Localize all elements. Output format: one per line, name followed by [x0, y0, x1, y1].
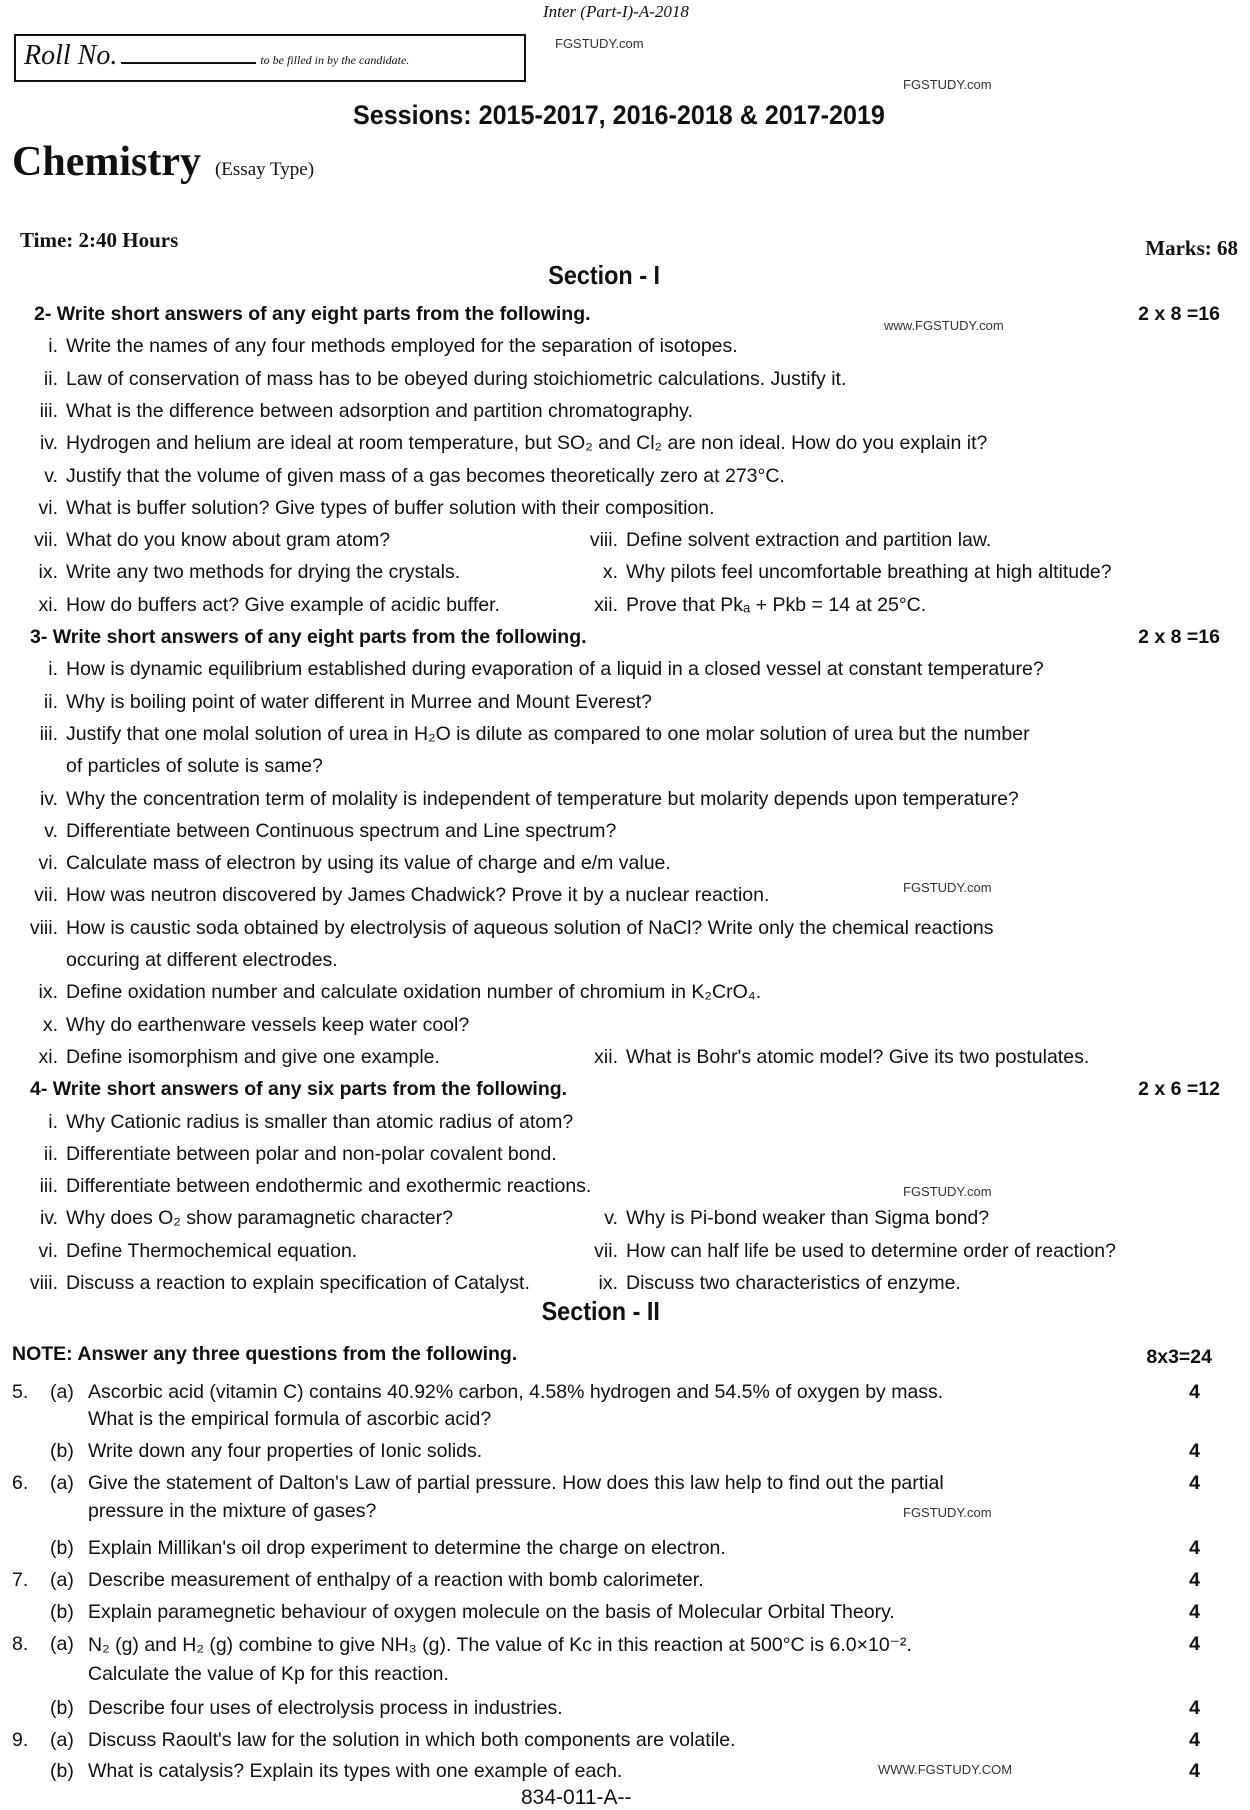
part-text: Discuss two characteristics of enzyme.	[626, 1272, 961, 1294]
question-marks: 2 x 8 =16	[1138, 303, 1220, 325]
part-text: Calculate mass of electron by using its value of charge and e/m value.	[66, 852, 671, 875]
subject-name: Chemistry	[12, 139, 201, 185]
long-question-row	[0, 1697, 1250, 1723]
part-number: v.	[44, 464, 58, 487]
part-number: v.	[604, 1207, 618, 1230]
part-number: ii.	[43, 690, 58, 713]
question-row	[0, 1207, 1250, 1237]
part-text: What is buffer solution? Give types of buffer solution with their composition.	[66, 496, 715, 519]
question-row	[0, 335, 1250, 365]
part-text: Define oxidation number and calculate oxidation number of chromium in K₂CrO₄.	[66, 981, 762, 1004]
part-number: i.	[48, 658, 58, 681]
part-number: iii.	[39, 1175, 58, 1198]
long-question-row	[0, 1500, 1250, 1526]
question-row	[0, 691, 1250, 721]
question-marks: 4	[1189, 1729, 1200, 1751]
question-text: What is the empirical formula of ascorbic acid?	[88, 1408, 492, 1430]
part-number: v.	[44, 819, 58, 842]
watermark: FGSTUDY.com	[903, 77, 992, 92]
question-row	[0, 884, 1250, 914]
long-question-row	[0, 1381, 1250, 1407]
sessions-title: Sessions: 2015-2017, 2016-2018 & 2017-2019	[353, 100, 885, 130]
question-text: Describe four uses of electrolysis process in industries.	[88, 1697, 563, 1719]
question-row	[0, 1143, 1250, 1173]
question-text: Explain Millikan's oil drop experiment to determine the charge on electron.	[88, 1537, 726, 1559]
question-part	[18, 465, 785, 488]
question-part	[578, 1240, 1116, 1263]
question-row	[0, 497, 1250, 527]
question-row	[0, 949, 1250, 979]
question-part	[18, 432, 987, 455]
question-part	[18, 1272, 530, 1295]
part-number: viii.	[29, 1272, 58, 1294]
part-text: Discuss a reaction to explain specification of Catalyst.	[66, 1272, 530, 1294]
subject-type: (Essay Type)	[214, 159, 315, 180]
part-text: Define isomorphism and give one example.	[66, 1045, 440, 1068]
part-number: xi.	[38, 593, 58, 616]
question-row	[0, 368, 1250, 398]
question-part	[18, 497, 715, 520]
part-number: xi.	[38, 1045, 58, 1068]
part-text: Hydrogen and helium are ideal at room temperature, but SO₂ and Cl₂ are non ideal. How do you explain it?	[66, 432, 988, 455]
part-text: Why pilots feel uncomfortable breathing at high altitude?	[626, 561, 1112, 584]
question-part	[578, 1046, 1089, 1069]
question-part	[578, 561, 1112, 584]
question-part	[18, 561, 460, 584]
question-heading-text: 2- Write short answers of any eight parts from the following.	[34, 303, 591, 325]
question-heading-text: 3- Write short answers of any eight parts from the following.	[30, 626, 587, 648]
question-row	[0, 1014, 1250, 1044]
long-question-row	[0, 1569, 1250, 1595]
part-text: How can half life be used to determine order of reaction?	[626, 1239, 1116, 1262]
question-part	[18, 755, 323, 778]
question-marks: 4	[1189, 1472, 1200, 1494]
total-marks: Marks: 68	[1145, 236, 1238, 260]
question-part	[578, 529, 991, 552]
question-text: Write down any four properties of Ionic solids.	[88, 1440, 483, 1462]
question-number: 5.	[12, 1381, 29, 1403]
question-part	[18, 949, 338, 972]
question-part	[18, 884, 769, 907]
part-number: i.	[48, 1110, 58, 1133]
roll-number-box	[14, 34, 526, 82]
part-number: vi.	[38, 1239, 58, 1262]
part-text: What is the difference between adsorption and partition chromatography.	[66, 399, 693, 422]
question-text: Ascorbic acid (vitamin C) contains 40.92% carbon, 4.58% hydrogen and 54.5% of oxygen by mass.	[88, 1381, 944, 1403]
part-text: Why do earthenware vessels keep water cool?	[66, 1013, 470, 1036]
part-number: xii.	[594, 593, 618, 616]
question-row	[0, 917, 1250, 947]
question-marks: 4	[1189, 1440, 1200, 1462]
section-2-note: NOTE: Answer any three questions from the following.	[12, 1343, 518, 1365]
question-row	[0, 465, 1250, 495]
question-part-label: (b)	[50, 1760, 74, 1782]
part-number: xii.	[594, 1045, 618, 1068]
question-text: Describe measurement of enthalpy of a reaction with bomb calorimeter.	[88, 1569, 704, 1591]
long-question-row	[0, 1729, 1250, 1755]
question-part	[18, 691, 652, 714]
question-part-label: (a)	[50, 1569, 74, 1591]
long-question-row	[0, 1760, 1250, 1786]
roll-number-blank	[121, 62, 256, 64]
question-text: Calculate the value of Kp for this reaction.	[88, 1663, 449, 1685]
part-number: viii.	[589, 529, 618, 552]
part-text: Write any two methods for drying the crystals.	[66, 561, 461, 584]
part-text: Differentiate between Continuous spectrum and Line spectrum?	[66, 819, 617, 842]
section-2-heading: Section - II	[541, 1296, 660, 1326]
part-number: x.	[42, 1013, 58, 1036]
paper-code: 834-011-A--	[521, 1786, 632, 1809]
long-question-row	[0, 1663, 1250, 1689]
part-text: Why is boiling point of water different in Murree and Mount Everest?	[66, 690, 653, 713]
part-number: iii.	[39, 399, 58, 422]
part-number: i.	[48, 335, 58, 358]
question-part-label: (a)	[50, 1472, 74, 1494]
question-text: Explain paramegnetic behaviour of oxygen molecule on the basis of Molecular Orbital Theory.	[88, 1601, 895, 1623]
question-text: N₂ (g) and H₂ (g) combine to give NH₃ (g). The value of Kc in this reaction at 500°C is 6.0×10⁻².	[88, 1634, 912, 1656]
subject-title	[12, 138, 314, 186]
long-question-row	[0, 1537, 1250, 1563]
question-marks: 4	[1189, 1601, 1200, 1623]
question-text: What is catalysis? Explain its types with one example of each.	[88, 1760, 623, 1782]
part-number: ii.	[43, 367, 58, 390]
part-number: ii.	[43, 1142, 58, 1165]
question-part	[578, 594, 926, 617]
question-row	[0, 1111, 1250, 1141]
part-text: Justify that the volume of given mass of a gas becomes theoretically zero at 273°C.	[66, 464, 785, 487]
section-2-marks: 8x3=24	[1146, 1346, 1212, 1368]
part-text: How was neutron discovered by James Chadwick? Prove it by a nuclear reaction.	[66, 884, 770, 907]
question-part	[18, 1143, 557, 1166]
question-part	[578, 1272, 961, 1295]
question-marks: 2 x 6 =12	[1138, 1078, 1220, 1101]
question-part	[18, 981, 761, 1004]
question-part-label: (b)	[50, 1697, 74, 1719]
part-text: Justify that one molal solution of urea in H₂O is dilute as compared to one molar solution of urea but the number	[66, 722, 1030, 745]
question-text: Give the statement of Dalton's Law of partial pressure. How does this law help to find out the partial	[88, 1472, 944, 1494]
part-number: x.	[602, 561, 618, 584]
question-marks: 4	[1189, 1537, 1200, 1559]
part-text: occuring at different electrodes.	[66, 949, 338, 971]
question-marks: 4	[1189, 1381, 1200, 1403]
part-text: How do buffers act? Give example of acidic buffer.	[66, 593, 500, 616]
question-row	[0, 723, 1250, 753]
question-row	[0, 755, 1250, 785]
part-text: What is Bohr's atomic model? Give its two postulates.	[626, 1045, 1090, 1068]
question-row	[0, 432, 1250, 462]
question-number: 9.	[12, 1729, 29, 1751]
question-part	[578, 1207, 989, 1230]
part-text: Why is Pi-bond weaker than Sigma bond?	[626, 1207, 990, 1230]
question-text: Discuss Raoult's law for the solution in which both components are volatile.	[88, 1729, 736, 1751]
part-text: Define Thermochemical equation.	[66, 1239, 358, 1262]
long-question-row	[0, 1601, 1250, 1627]
part-text: Differentiate between polar and non-polar covalent bond.	[66, 1142, 557, 1165]
part-number: vii.	[594, 1239, 618, 1262]
question-row	[0, 529, 1250, 559]
question-part	[18, 529, 390, 552]
question-row	[0, 852, 1250, 882]
part-number: vii.	[34, 884, 58, 907]
part-number: iii.	[39, 722, 58, 745]
question-part	[18, 658, 1044, 681]
question-part	[18, 820, 616, 843]
part-text: Define solvent extraction and partition law.	[626, 529, 992, 552]
question-row	[0, 1240, 1250, 1270]
question-part	[18, 1111, 573, 1134]
question-part-label: (a)	[50, 1381, 74, 1403]
question-part	[18, 335, 738, 358]
question-row	[0, 400, 1250, 430]
question-row	[0, 820, 1250, 850]
part-text: How is caustic soda obtained by electrolysis of aqueous solution of NaCl? Write only the chemical reactions	[66, 916, 994, 939]
long-question-row	[0, 1408, 1250, 1434]
part-number: ix.	[38, 561, 58, 584]
watermark: FGSTUDY.com	[555, 36, 644, 51]
long-question-row	[0, 1440, 1250, 1466]
time-allowed: Time: 2:40 Hours	[20, 228, 179, 252]
question-marks: 4	[1189, 1697, 1200, 1719]
part-number: viii.	[29, 916, 58, 939]
question-heading	[0, 626, 1250, 656]
question-row	[0, 1046, 1250, 1076]
part-number: vi.	[38, 852, 58, 875]
roll-note: to be filled in by the candidate.	[260, 53, 410, 67]
question-row	[0, 1175, 1250, 1205]
exam-code: Inter (Part-I)-A-2018	[543, 2, 689, 21]
question-heading	[0, 303, 1250, 333]
watermark: FGSTUDY.com	[903, 1184, 992, 1199]
part-text: Why does O₂ show paramagnetic character?	[66, 1207, 453, 1230]
part-text: Prove that Pkₐ + Pkb = 14 at 25°C.	[626, 593, 927, 616]
question-text: pressure in the mixture of gases?	[88, 1500, 377, 1522]
question-part	[18, 723, 1030, 746]
part-number: iv.	[39, 787, 58, 810]
question-row	[0, 788, 1250, 818]
part-text: of particles of solute is same?	[66, 755, 323, 778]
question-part-label: (a)	[50, 1633, 74, 1655]
question-part	[18, 368, 846, 391]
question-part-label: (b)	[50, 1601, 74, 1623]
question-heading-text: 4- Write short answers of any six parts from the following.	[30, 1078, 568, 1101]
long-question-row	[0, 1633, 1250, 1659]
part-text: Differentiate between endothermic and exothermic reactions.	[66, 1175, 592, 1198]
part-text: What do you know about gram atom?	[66, 529, 391, 552]
long-question-row	[0, 1472, 1250, 1498]
question-marks: 4	[1189, 1633, 1200, 1655]
section-1-heading: Section - I	[548, 260, 661, 290]
part-number: vi.	[38, 496, 58, 519]
question-row	[0, 561, 1250, 591]
watermark: WWW.FGSTUDY.COM	[878, 1762, 1013, 1777]
question-part	[18, 1207, 453, 1230]
question-part	[18, 1240, 357, 1263]
question-part	[18, 852, 671, 875]
question-number: 6.	[12, 1472, 29, 1494]
part-number: iv.	[39, 1207, 58, 1230]
question-part	[18, 917, 993, 940]
question-row	[0, 658, 1250, 688]
question-part	[18, 788, 1019, 811]
part-text: How is dynamic equilibrium established during evaporation of a liquid in a closed vessel at constant temperature?	[66, 658, 1044, 681]
question-part-label: (a)	[50, 1729, 74, 1751]
question-row	[0, 981, 1250, 1011]
part-number: vii.	[34, 529, 58, 552]
roll-label: Roll No.	[24, 40, 118, 71]
question-part-label: (b)	[50, 1440, 74, 1462]
question-number: 7.	[12, 1569, 29, 1591]
question-number: 8.	[12, 1633, 29, 1655]
question-marks: 4	[1189, 1569, 1200, 1591]
part-text: Why the concentration term of molality is independent of temperature but molarity depends upon temperature?	[66, 787, 1019, 810]
part-number: iv.	[39, 432, 58, 455]
watermark: FGSTUDY.com	[903, 880, 992, 895]
part-number: ix.	[38, 981, 58, 1004]
part-text: Law of conservation of mass has to be obeyed during stoichiometric calculations. Justify it.	[66, 367, 847, 390]
question-part-label: (b)	[50, 1537, 74, 1559]
question-part	[18, 1175, 591, 1198]
part-text: Why Cationic radius is smaller than atomic radius of atom?	[66, 1110, 574, 1133]
question-marks: 4	[1189, 1760, 1200, 1782]
watermark: www.FGSTUDY.com	[884, 318, 1004, 333]
question-part	[18, 594, 500, 617]
question-part	[18, 400, 693, 423]
part-number: ix.	[598, 1272, 618, 1294]
question-part	[18, 1046, 440, 1069]
question-heading	[0, 1078, 1250, 1108]
watermark: FGSTUDY.com	[903, 1505, 992, 1520]
question-part	[18, 1014, 469, 1037]
roll-number-field	[24, 40, 409, 72]
part-text: Write the names of any four methods employed for the separation of isotopes.	[66, 335, 738, 358]
question-marks: 2 x 8 =16	[1138, 626, 1220, 648]
question-row	[0, 594, 1250, 624]
